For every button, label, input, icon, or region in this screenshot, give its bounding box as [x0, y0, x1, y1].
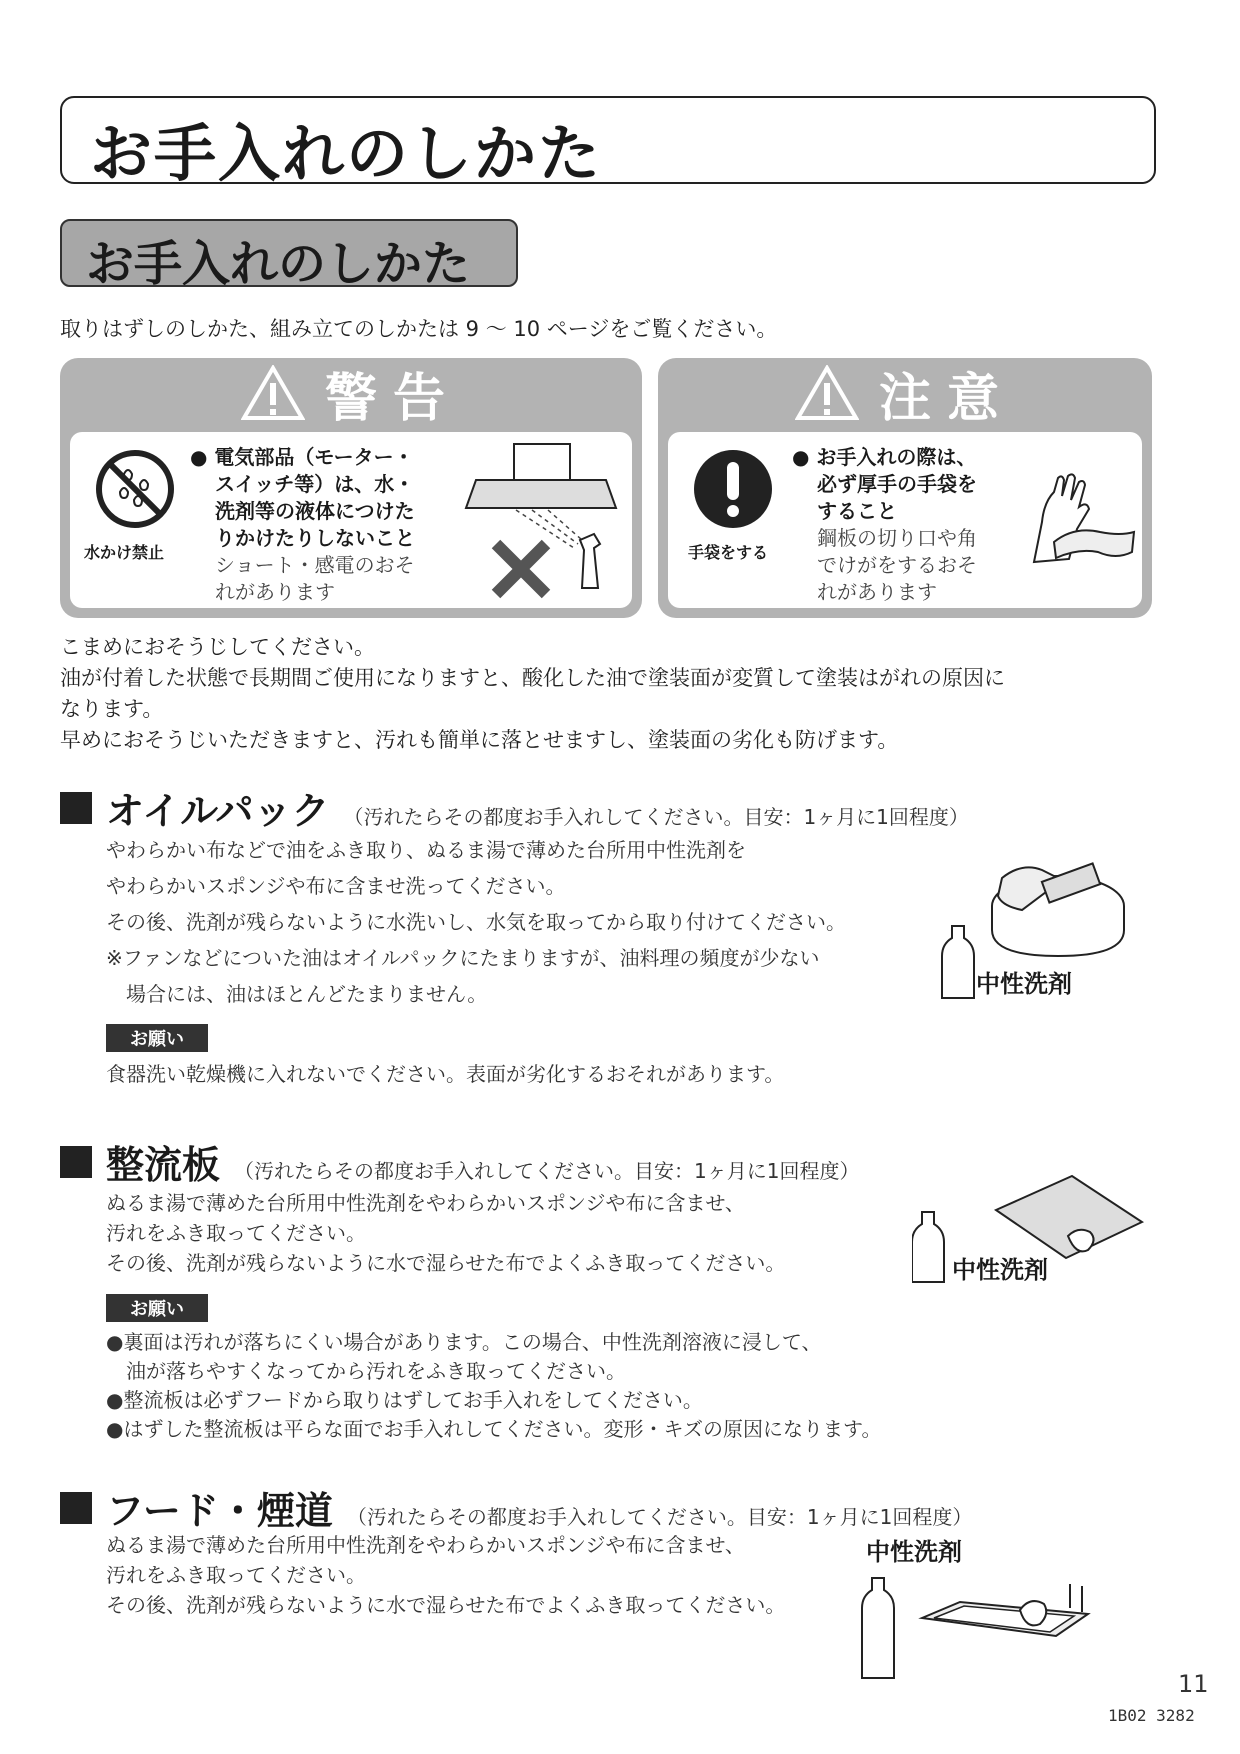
- hood-duct-instructions: [106, 1530, 785, 1620]
- caution-note-line: れがあります: [817, 580, 937, 604]
- request-item: 油が落ちやすくなってから汚れをふき取ってください。: [106, 1359, 626, 1383]
- oil-pack-title: オイルパック: [106, 789, 330, 833]
- warning-bold-line: ● 電気部品（モーター・: [190, 445, 414, 469]
- page-number: 11: [1178, 1670, 1209, 1698]
- instruction-line: その後、洗剤が残らないように水で湿らせた布でよくふき取ってください。: [106, 1593, 786, 1617]
- warning-bold-line: スイッチ等）は、水・: [215, 472, 415, 496]
- instruction-line: ぬるま湯で薄めた台所用中性洗剤をやわらかいスポンジや布に含ませ、: [106, 1191, 745, 1215]
- oil-pack-heading: [60, 780, 969, 835]
- general-line: 早めにおそうじいただきますと、汚れも簡単に落とせますし、塗装面の劣化も防げます。: [60, 728, 899, 752]
- general-line: こまめにおそうじしてください。: [60, 635, 375, 659]
- caution-panel: [658, 358, 1152, 618]
- warning-triangle-icon: [241, 365, 305, 421]
- general-line: なります。: [60, 697, 164, 721]
- range-hood-spray-illustration: [456, 440, 632, 600]
- section-title-box: [60, 219, 518, 292]
- caution-triangle-icon: [795, 365, 859, 421]
- no-water-icon: [94, 448, 176, 530]
- hood-duct-title: フード・煙道: [106, 1489, 333, 1533]
- main-title: お手入れのしかた: [90, 117, 603, 190]
- instruction-line: ぬるま湯で薄めた台所用中性洗剤をやわらかいスポンジや布に含ませ、: [106, 1533, 745, 1557]
- caution-bold-line: ● お手入れの際は、: [792, 445, 977, 469]
- request-item: ●整流板は必ずフードから取りはずしてお手入れをしてください。: [106, 1388, 703, 1412]
- caution-text: [792, 444, 977, 606]
- detergent-label: 中性洗剤: [976, 970, 1072, 998]
- warning-bold-line: りかけたりしないこと: [215, 526, 415, 550]
- mandatory-action-icon: [692, 448, 774, 530]
- hood-duct-note: （汚れたらその都度お手入れしてください。目安：1ヶ月に1回程度）: [346, 1505, 973, 1529]
- detergent-bottle-icon: [912, 1212, 944, 1282]
- instruction-line: その後、洗剤が残らないように水で湿らせた布でよくふき取ってください。: [106, 1251, 786, 1275]
- general-line: 油が付着した状態で長期間ご使用になりますと、酸化した油で塗装面が変質して塗装はがれの原因に: [60, 666, 1005, 690]
- warning-bold-line: 洗剤等の液体につけた: [215, 499, 415, 523]
- document-code: 1B02 3282: [1108, 1706, 1195, 1725]
- instruction-line: 汚れをふき取ってください。: [106, 1563, 366, 1587]
- detergent-bottle-icon: [862, 1578, 894, 1678]
- caution-note-line: 鋼板の切り口や角: [817, 526, 977, 550]
- warning-body: [70, 432, 632, 608]
- detergent-bottle-icon: [942, 926, 974, 998]
- main-title-box: [60, 96, 1156, 190]
- rectifier-plate-heading: [60, 1134, 859, 1189]
- warning-note-line: ショート・感電のおそ: [215, 553, 415, 577]
- instruction-line: やわらかい布などで油をふき取り、ぬるま湯で薄めた台所用中性洗剤を: [106, 838, 746, 862]
- request-item: ●はずした整流板は平らな面でお手入れしてください。変形・キズの原因になります。: [106, 1417, 882, 1441]
- rectifier-plate-request-list: [106, 1328, 881, 1444]
- detergent-label: 中性洗剤: [952, 1256, 1048, 1284]
- square-bullet-icon: [60, 792, 92, 824]
- section-title: お手入れのしかた: [86, 236, 471, 292]
- oil-pack-note: （汚れたらその都度お手入れしてください。目安：1ヶ月に1回程度）: [343, 805, 969, 829]
- caution-bold-line: 必ず厚手の手袋を: [817, 472, 977, 496]
- caution-note-line: でけがをするおそ: [817, 553, 977, 577]
- hood-duct-heading: [60, 1480, 972, 1535]
- intro-text: 取りはずしのしかた、組み立てのしかたは 9 ～ 10 ページをご覧ください。: [60, 317, 778, 341]
- warning-note-line: れがあります: [215, 580, 335, 604]
- no-water-label: 水かけ禁止: [84, 543, 165, 562]
- gloves-label: 手袋をする: [688, 543, 769, 562]
- oil-pack-instructions: [106, 832, 846, 1012]
- instruction-line: 汚れをふき取ってください。: [106, 1221, 366, 1245]
- instruction-line: その後、洗剤が残らないように水洗いし、水気を取ってから取り付けてください。: [106, 910, 846, 934]
- caution-heading: [658, 358, 1152, 428]
- rectifier-plate-note: （汚れたらその都度お手入れしてください。目安：1ヶ月に1回程度）: [234, 1159, 860, 1183]
- rectifier-plate-instructions: [106, 1188, 785, 1278]
- square-bullet-icon: [60, 1146, 92, 1178]
- warning-panel: [60, 358, 642, 618]
- request-badge: お願い: [106, 1294, 208, 1322]
- caution-bold-line: すること: [817, 499, 897, 523]
- caution-body: [668, 432, 1142, 608]
- hood-wiping-illustration: [860, 1574, 1100, 1684]
- instruction-line: やわらかいスポンジや布に含ませ洗ってください。: [106, 874, 566, 898]
- rectifier-plate-title: 整流板: [106, 1143, 221, 1187]
- warning-heading: [60, 358, 642, 428]
- warning-text: [190, 444, 415, 606]
- oil-pack-request-text: 食器洗い乾燥機に入れないでください。表面が劣化するおそれがあります。: [106, 1062, 785, 1086]
- caution-heading-text: 注意: [878, 368, 1015, 429]
- general-instructions: [60, 632, 1005, 756]
- detergent-label: 中性洗剤: [866, 1538, 962, 1566]
- prohibited-x-icon: [496, 544, 546, 594]
- instruction-line: ※ファンなどについた油はオイルパックにたまりますが、油料理の頻度が少ない: [106, 946, 820, 970]
- warning-heading-text: 警告: [324, 368, 461, 429]
- square-bullet-icon: [60, 1492, 92, 1524]
- request-item: ●裏面は汚れが落ちにくい場合があります。この場合、中性洗剤溶液に浸して、: [106, 1330, 822, 1354]
- request-badge: お願い: [106, 1024, 208, 1052]
- instruction-line: 場合には、油はほとんどたまりません。: [106, 982, 488, 1006]
- gloved-hands-illustration: [1024, 472, 1140, 572]
